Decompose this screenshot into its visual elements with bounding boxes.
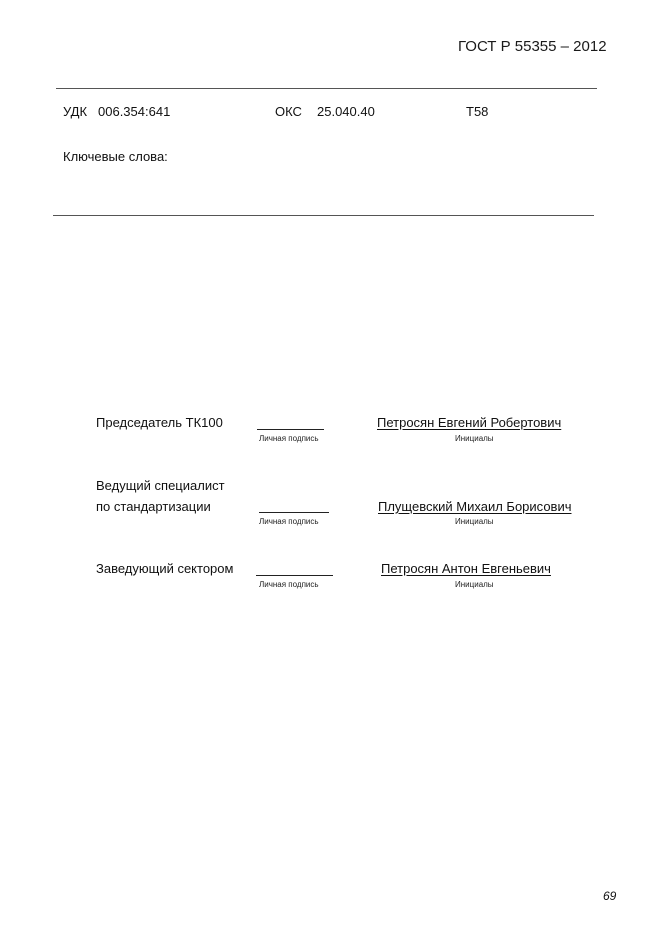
- signature-caption: Личная подпись: [259, 580, 319, 589]
- initials-caption: Инициалы: [455, 517, 494, 526]
- classification-code: Т58: [466, 104, 489, 119]
- standard-number: ГОСТ Р 55355 – 2012: [458, 38, 607, 55]
- signature-line: [257, 429, 324, 430]
- oks-label: ОКС: [275, 104, 302, 119]
- signer-name: Петросян Антон Евгеньевич: [381, 561, 551, 576]
- keywords-label: Ключевые слова:: [63, 149, 168, 164]
- role-chairman: Председатель ТК100: [96, 415, 223, 430]
- udk-value: 006.354:641: [98, 104, 171, 119]
- role-sector-head: Заведующий сектором: [96, 561, 234, 576]
- top-divider: [56, 88, 597, 89]
- signer-name: Петросян Евгений Робертович: [377, 415, 562, 430]
- bottom-divider: [53, 215, 594, 216]
- initials-caption: Инициалы: [455, 434, 494, 443]
- signature-caption: Личная подпись: [259, 434, 319, 443]
- role-specialist-line1: Ведущий специалист: [96, 478, 225, 493]
- signature-line: [256, 575, 333, 576]
- initials-caption: Инициалы: [455, 580, 494, 589]
- signature-caption: Личная подпись: [259, 517, 319, 526]
- role-specialist-line2: по стандартизации: [96, 499, 211, 514]
- udk-label: УДК: [63, 104, 88, 119]
- signer-name: Плущевский Михаил Борисович: [378, 499, 572, 514]
- oks-value: 25.040.40: [317, 104, 375, 119]
- page-number: 69: [603, 889, 617, 903]
- signature-line: [259, 512, 329, 513]
